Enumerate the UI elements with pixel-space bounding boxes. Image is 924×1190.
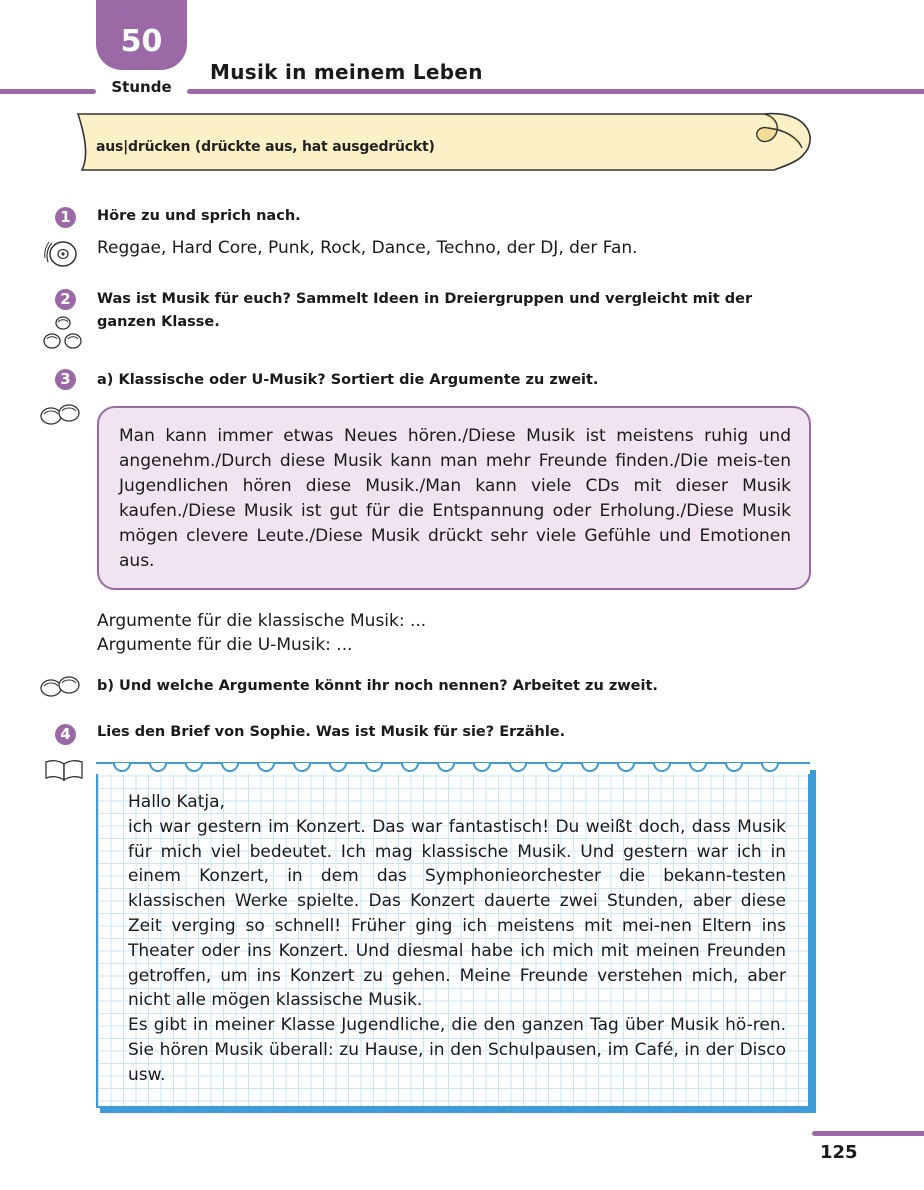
task-3a-instruction: a) Klassische oder U-Musik? Sortiert die Argumente zu zweit.	[97, 372, 599, 388]
page-number: 125	[820, 1142, 858, 1163]
header-rule-left	[0, 89, 96, 94]
task-4-instruction: Lies den Brief von Sophie. Was ist Musik für sie? Erzähle.	[97, 724, 566, 740]
vocab-entry: aus|drücken (drückte aus, hat ausgedrückt)	[96, 139, 435, 155]
letter-paragraph-1: ich war gestern im Konzert. Das war fantastisch! Du weißt doch, dass Musik für mich viel bedeutet. Ich mag klassische Musik. Und gestern war ich in einem Konzert, in dem das Symphonieorchester die bekann-testen klassischen Werke spielte. Das Konzert dauerte zwei Stunden, aber diese Zeit verging so schnell! Früher ging ich meistens mit mei-nen Eltern ins Theater oder ins Konzert. Und diesmal habe ich mich mit meinen Freunden getroffen, um ins Konzert zu gehen. Meine Freunde verstehen mich, aber nicht alle mögen klassische Musik.	[128, 816, 786, 1011]
cd-icon	[44, 236, 80, 270]
task-number-2: 2	[55, 289, 76, 310]
footer-rule	[812, 1131, 924, 1136]
task-number-3: 3	[55, 369, 76, 390]
lesson-number: 50	[120, 24, 163, 59]
task-3b-instruction: b) Und welche Argumente könnt ihr noch nennen? Arbeitet zu zweit.	[97, 678, 658, 694]
page-title: Musik in meinem Leben	[210, 60, 483, 84]
arguments-classic-line: Argumente für die klassische Musik: ...	[97, 611, 427, 631]
task-1-instruction: Höre zu und sprich nach.	[97, 208, 301, 224]
letter-greeting: Hallo Katja,	[128, 792, 225, 812]
task-number-4: 4	[55, 724, 76, 745]
letter-paragraph-2: Es gibt in meiner Klasse Jugendliche, die den ganzen Tag über Musik hö-ren. Sie hören Musik überall: zu Hause, in den Schulpausen, im Café, in der Disco usw.	[128, 1015, 786, 1085]
lesson-label: Stunde	[111, 78, 172, 96]
lesson-tab	[96, 0, 187, 70]
arguments-u-music-line: Argumente für die U-Musik: ...	[97, 635, 353, 655]
group-icon	[42, 314, 84, 352]
arguments-text: Man kann immer etwas Neues hören./Diese Musik ist meistens ruhig und angenehm./Durch diese Musik kann man mehr Freunde finden./Die meis-ten Jugendlichen hören diese Musik./Man kann viele CDs mit dieser Musik kaufen./Diese Musik ist gut für die Entspannung oder Erholung./Diese Musik mögen clevere Leute./Diese Musik drückt sehr viele Gefühle und Emotionen aus.	[119, 426, 791, 571]
task-1-word-list: Reggae, Hard Core, Punk, Rock, Dance, Techno, der DJ, der Fan.	[97, 238, 638, 258]
pair-icon	[38, 674, 82, 698]
task-2-instruction-line2: ganzen Klasse.	[97, 314, 220, 330]
task-2-instruction-line1: Was ist Musik für euch? Sammelt Ideen in Dreiergruppen und vergleicht mit der	[97, 291, 753, 307]
task-number-1: 1	[55, 207, 76, 228]
letter-paper	[96, 763, 810, 1108]
pair-icon	[38, 402, 82, 426]
letter-text	[128, 790, 786, 1088]
letter-binding-edge	[96, 760, 810, 774]
arguments-box	[97, 406, 811, 590]
header-rule-right	[187, 89, 924, 94]
book-icon	[44, 756, 84, 782]
